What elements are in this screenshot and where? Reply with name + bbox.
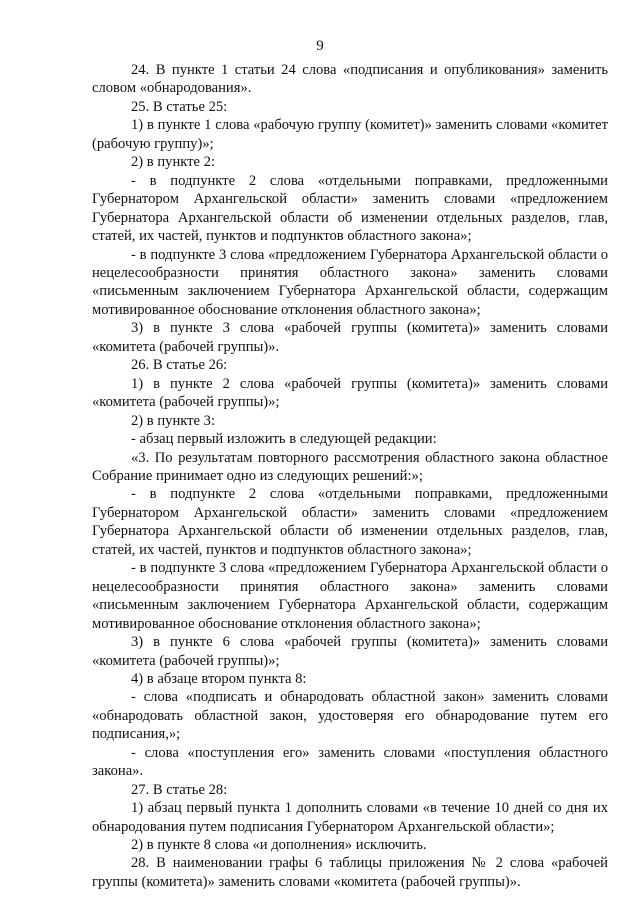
paragraph-27-heading: 27. В статье 28: (131, 781, 228, 798)
paragraph-26-item-4-a: - слова «подписать и обнародовать областной закон» заменить словами «обнародовать областной закон, удостоверяя его обнародование путем его подписания,»; (92, 689, 608, 743)
paragraph-26-item-2-sub-2: - в подпункте 2 слова «отдельными поправками, предложенными Губернатором Архангельской области» заменить словами «предложением Губернатора Архангельской области об изменении отдельных разделов, глав, статей, их частей, пунктов и подпунктов областного закона»; (92, 486, 608, 558)
paragraph-28: 28. В наименовании графы 6 таблицы приложения № 2 слова «рабочей группы (комитета)» заменить словами «комитета (рабочей группы)». (92, 855, 608, 890)
paragraph-25-item-1: 1) в пункте 1 слова «рабочую группу (комитет)» заменить словами «комитет (рабочую группу)»; (92, 117, 608, 152)
paragraph-26-item-2-quote: «3. По результатам повторного рассмотрения областного закона областное Собрание принимает одно из следующих решений:»; (92, 449, 608, 484)
paragraph-26-item-3: 3) в пункте 6 слова «рабочей группы (комитета)» заменить словами «комитета (рабочей группы)»; (92, 634, 608, 669)
paragraph-26-heading: 26. В статье 26: (131, 357, 228, 374)
paragraph-26-item-4: 4) в абзаце втором пункта 8: (131, 670, 307, 687)
paragraph-27-item-2: 2) в пункте 8 слова «и дополнения» исключить. (131, 837, 427, 854)
paragraph-25-heading: 25. В статье 25: (131, 98, 228, 115)
paragraph-26-item-1: 1) в пункте 2 слова «рабочей группы (комитета)» заменить словами «комитета (рабочей группы)»; (92, 375, 608, 411)
paragraph-25-item-3: 3) в пункте 3 слова «рабочей группы (комитета)» заменить словами «комитета (рабочей группы)». (92, 320, 608, 355)
document-body (92, 61, 608, 891)
paragraph-26-item-2-sub-3: - в подпункте 3 слова «предложением Губернатора Архангельской области о нецелесообразности принятия областного закона» заменить словами «письменным заключением Губернатора Архангельской области, содержащим мотивированное обоснование отклонения областного закона»; (92, 560, 608, 632)
paragraph-25-item-2-sub-2: - в подпункте 2 слова «отдельными поправками, предложенными Губернатором Архангельской области» заменить словами «предложением Губернатора Архангельской области об изменении отдельных разделов, глав, статей, их частей, пунктов и подпунктов областного закона»; (92, 172, 608, 245)
paragraph-26-item-2-abzac: - абзац первый изложить в следующей редакции: (131, 431, 437, 448)
paragraph-26-item-4-b: - слова «поступления его» заменить словами «поступления областного закона». (92, 744, 608, 780)
paragraph-25-item-2: 2) в пункте 2: (131, 154, 216, 171)
paragraph-26-item-2: 2) в пункте 3: (131, 412, 216, 429)
page-number: 9 (316, 38, 324, 54)
paragraph-25-item-2-sub-3: - в подпункте 3 слова «предложением Губернатора Архангельской области о нецелесообразности принятия областного закона» заменить словами «письменным заключением Губернатора Архангельской области, содержащим мотивированное обоснование отклонения областного закона»; (92, 246, 608, 318)
paragraph-24: 24. В пункте 1 статьи 24 слова «подписания и опубликования» заменить словом «обнародования». (92, 62, 608, 97)
paragraph-27-item-1: 1) абзац первый пункта 1 дополнить словами «в течение 10 дней со дня их обнародования путем подписания Губернатором Архангельской области»; (92, 800, 608, 835)
